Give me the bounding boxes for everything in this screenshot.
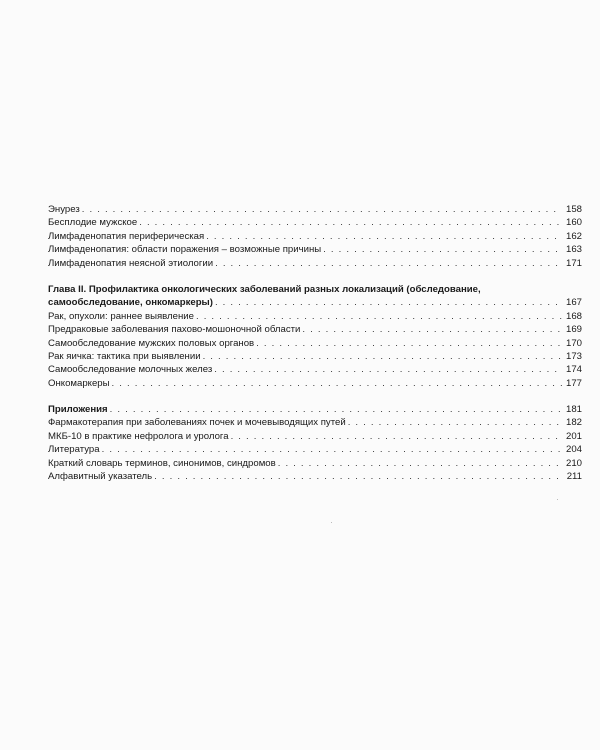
toc-entry-page: 160 — [565, 217, 582, 229]
chapter-heading-page: 167 — [565, 297, 582, 309]
toc-leader-dots — [302, 323, 562, 336]
toc-entry-label: Фармакотерапия при заболеваниях почек и мочевыводящих путей — [48, 417, 346, 429]
toc-entry-page: 168 — [565, 310, 582, 322]
toc-entry-label: Лимфаденопатия периферическая — [48, 230, 205, 242]
toc-entry-page: 173 — [565, 350, 582, 362]
toc-entry-label: Самообследование молочных желез — [48, 364, 213, 376]
toc-entry-alphabetical-index — [48, 470, 582, 483]
section-spacer — [48, 270, 582, 283]
toc-entry-page: 162 — [565, 230, 582, 242]
scan-speck — [331, 522, 332, 523]
toc-entry-precancerous-diseases — [48, 323, 582, 336]
toc-leader-dots — [110, 403, 562, 416]
toc-entry-page: 163 — [565, 244, 582, 256]
toc-entry-pharmacotherapy — [48, 416, 582, 429]
toc-entry-label: Предраковые заболевания пахово-мошоночной области — [48, 324, 301, 336]
toc-entry-label: Рак яичка: тактика при выявлении — [48, 350, 201, 362]
toc-leader-dots — [231, 430, 562, 443]
chapter-heading: Глава II. Профилактика онкологических заболеваний разных локализаций (обследование, — [48, 283, 481, 295]
toc-entry-page: 211 — [566, 471, 582, 483]
toc-entry-label: Самообследование мужских половых органов — [48, 337, 255, 349]
toc-entry-page: 204 — [565, 444, 582, 456]
toc-entry-page: 210 — [565, 457, 582, 469]
toc-entry-label: Литература — [48, 444, 100, 456]
toc-entry-label: МКБ-10 в практике нефролога и уролога — [48, 430, 229, 442]
toc-entry-literature — [48, 443, 582, 456]
toc-entry-male-self-exam — [48, 337, 582, 350]
toc-leader-dots — [139, 216, 562, 229]
toc-leader-dots — [256, 337, 562, 350]
toc-entry-label: Онкомаркеры — [48, 377, 110, 389]
toc-entry-label: Рак, опухоли: раннее выявление — [48, 310, 194, 322]
toc-entry-label: Лимфаденопатия: области поражения – возможные причины — [48, 244, 322, 256]
toc-entry-page: 182 — [565, 417, 582, 429]
toc-entry-lymphadenopathy-areas — [48, 243, 582, 256]
toc-entry-page: 171 — [565, 257, 582, 269]
toc-leader-dots — [154, 470, 563, 483]
toc-entry-peripheral-lymphadenopathy — [48, 230, 582, 243]
toc-leader-dots — [206, 230, 562, 243]
toc-entry-lymphadenopathy-unclear — [48, 257, 582, 270]
toc-entry-glossary — [48, 457, 582, 470]
toc-leader-dots — [215, 296, 562, 309]
toc-entry-enuresis — [48, 203, 582, 216]
toc-entry-page: 170 — [565, 337, 582, 349]
toc-entry-label: Энурез — [48, 204, 80, 215]
toc-leader-dots — [215, 257, 562, 270]
toc-entry-label: Краткий словарь терминов, синонимов, синдромов — [48, 457, 276, 469]
toc-leader-dots — [278, 457, 562, 470]
chapter-heading-entry — [48, 296, 582, 309]
appendix-heading-page: 181 — [565, 404, 582, 416]
scan-speck — [557, 499, 558, 500]
toc-entry-male-infertility — [48, 216, 582, 229]
toc-entry-tumor-markers — [48, 377, 582, 390]
toc-leader-dots — [82, 203, 562, 216]
toc-entry-page: 201 — [565, 430, 582, 442]
appendix-heading-entry — [48, 403, 582, 416]
toc-leader-dots — [323, 243, 562, 256]
toc-leader-dots — [214, 363, 562, 376]
toc-entry-label: Бесплодие мужское — [48, 217, 138, 229]
toc-leader-dots — [196, 310, 562, 323]
toc-entry-label: Алфавитный указатель — [48, 471, 153, 483]
appendix-heading-label: Приложения — [48, 404, 108, 416]
table-of-contents — [48, 203, 582, 483]
toc-entry-cancer-early-detection — [48, 310, 582, 323]
toc-entry-page: 169 — [565, 324, 582, 336]
toc-leader-dots — [102, 443, 562, 456]
toc-leader-dots — [348, 416, 562, 429]
chapter-heading-label: самообследование, онкомаркеры) — [48, 297, 213, 309]
toc-leader-dots — [203, 350, 562, 363]
section-spacer — [48, 390, 582, 403]
toc-entry-page: 158 — [565, 204, 582, 215]
toc-entry-label: Лимфаденопатия неясной этиологии — [48, 257, 214, 269]
toc-entry-page: 174 — [565, 364, 582, 376]
toc-leader-dots — [112, 377, 562, 390]
toc-entry-page: 177 — [565, 377, 582, 389]
toc-entry-icd10 — [48, 430, 582, 443]
toc-entry-breast-self-exam — [48, 363, 582, 376]
toc-entry-testicular-cancer — [48, 350, 582, 363]
